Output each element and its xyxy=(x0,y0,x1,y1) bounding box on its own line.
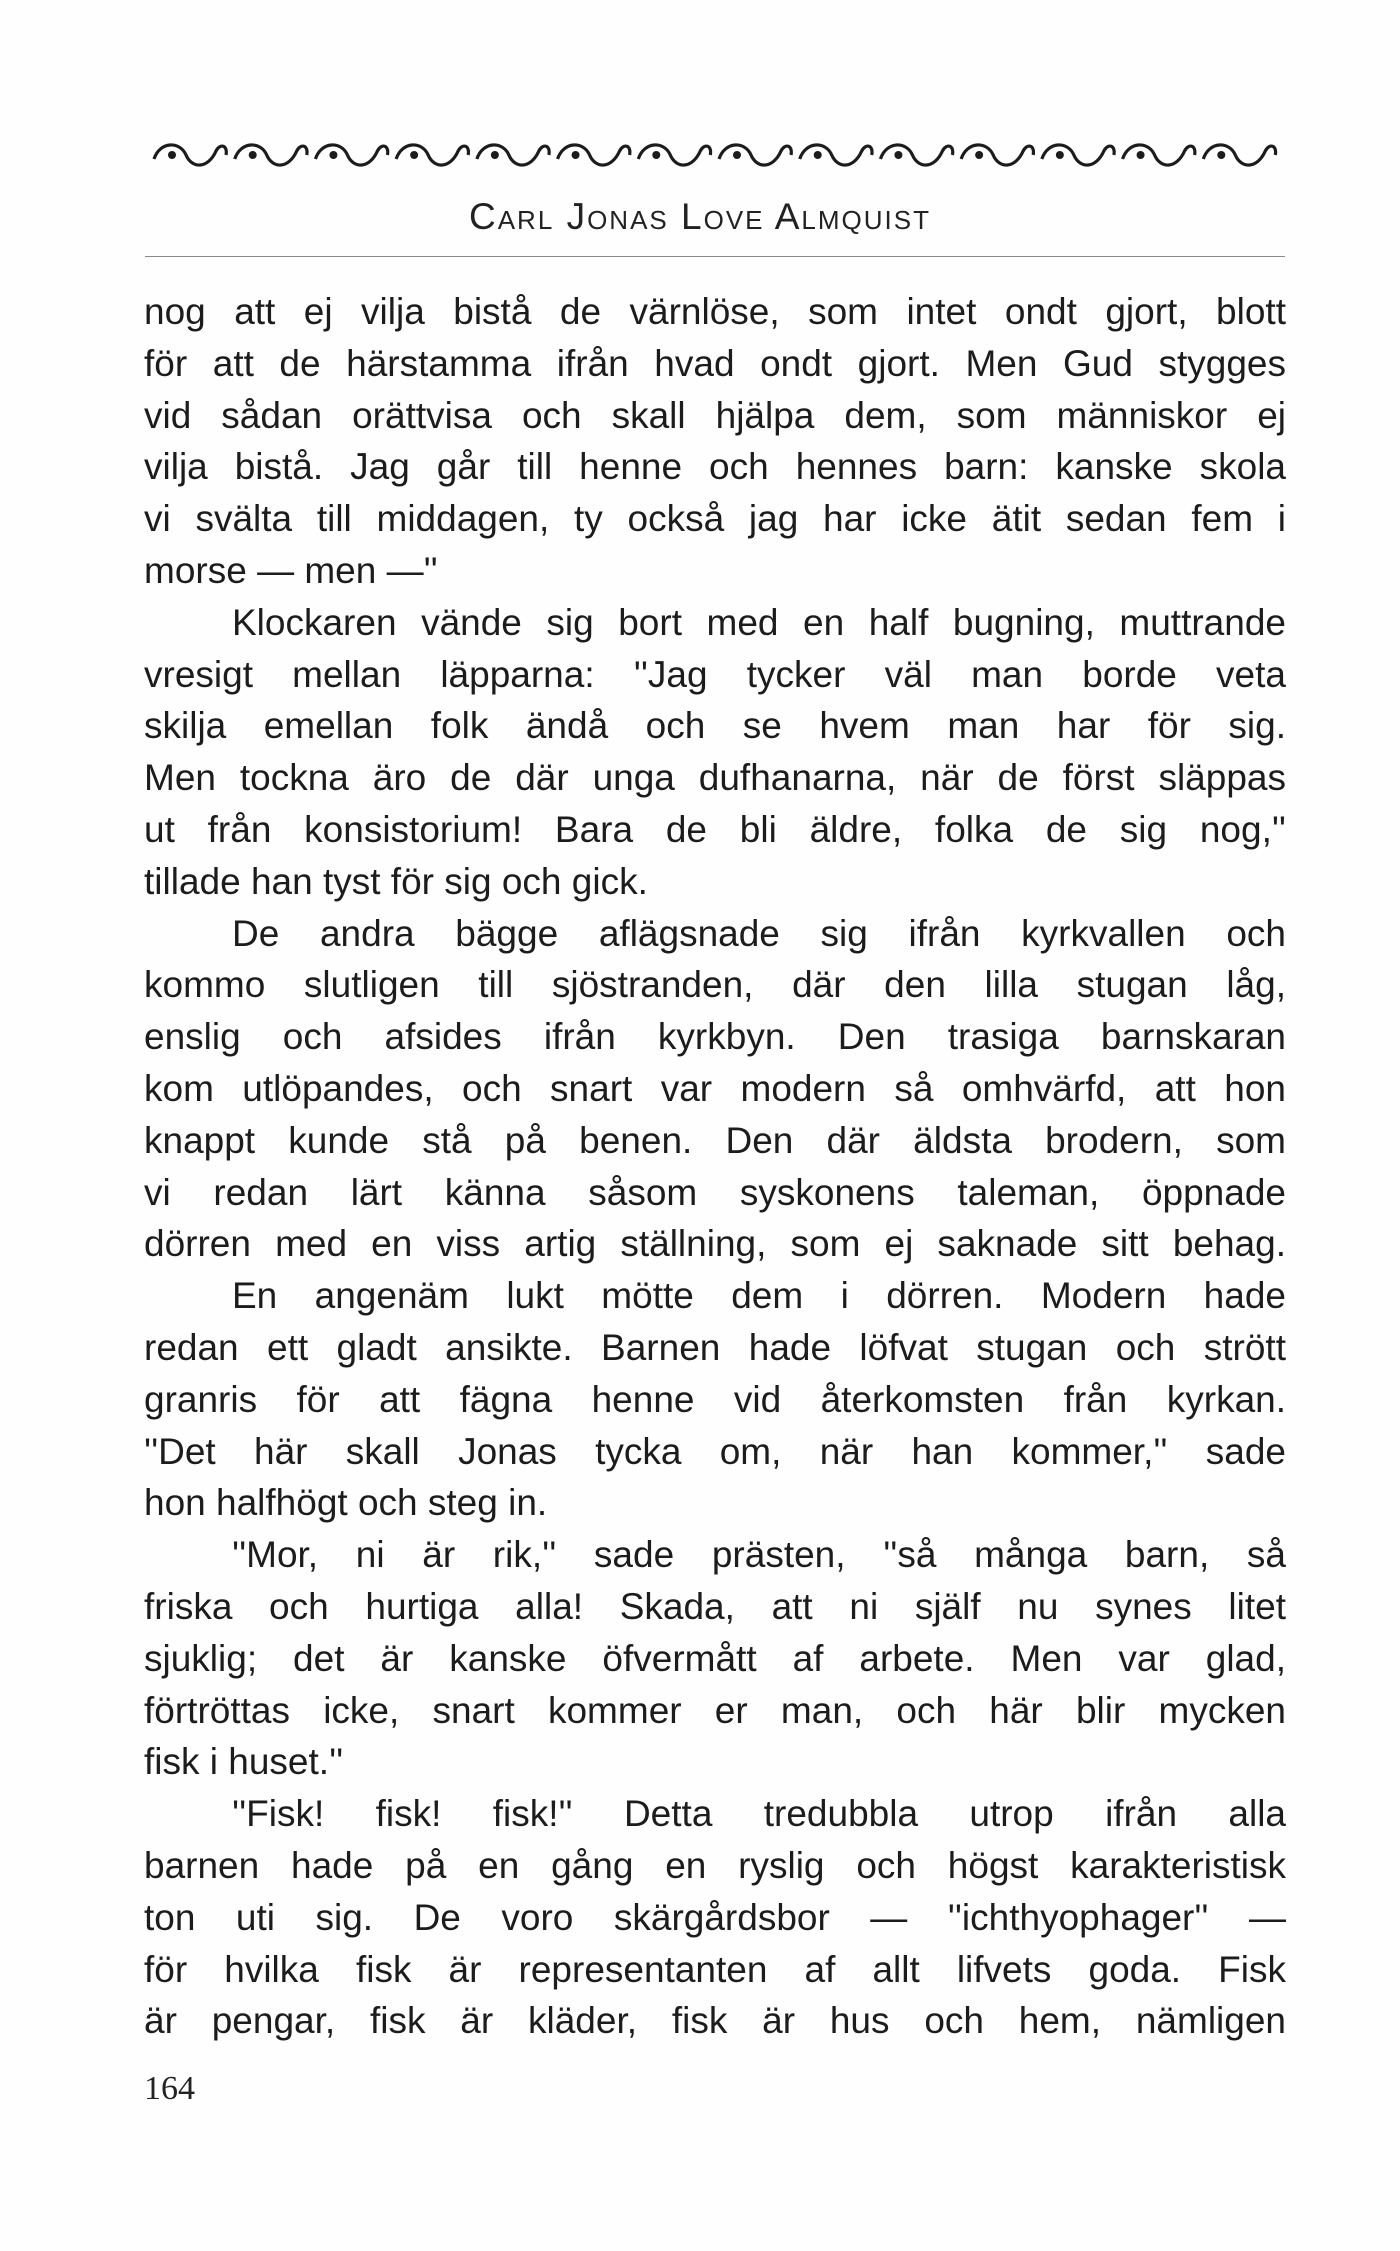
text-line: barnen hade på en gång en ryslig och högst karakteristisk xyxy=(144,1844,1286,1886)
ornament-swirl xyxy=(1123,145,1195,165)
text-line: Men tockna äro de där unga dufhanarna, när de först släppas xyxy=(144,757,1286,799)
text-line: nog att ej vilja bistå de värnlöse, som intet ondt gjort, blott xyxy=(144,291,1286,332)
text-line: är pengar, fisk är kläder, fisk är hus och hem, nämligen xyxy=(144,2000,1286,2042)
text-line: vid sådan orättvisa och skall hjälpa dem, som människor ej xyxy=(144,394,1286,436)
ornament-dot xyxy=(410,151,418,159)
text-line: tillade han tyst för sig och gick. xyxy=(144,860,648,902)
ornament-swirl xyxy=(880,145,952,165)
text-line: ''Det här skall Jonas tycka om, när han kommer,'' sade xyxy=(144,1430,1286,1472)
text-line: ut från konsistorium! Bara de bli äldre, folka de sig nog,'' xyxy=(144,808,1286,850)
ornament-swirl xyxy=(396,145,468,165)
ornament-dot xyxy=(168,151,176,159)
text-line: redan ett gladt ansikte. Barnen hade löfvat stugan och strött xyxy=(144,1326,1286,1368)
text-line: vilja bistå. Jag går till henne och hennes barn: kanske skola xyxy=(144,446,1286,488)
text-line: ''Mor, ni är rik,'' sade prästen, ''så många barn, så xyxy=(232,1534,1286,1576)
ornamental-border xyxy=(150,135,1280,175)
ornament-swirl xyxy=(800,145,872,165)
text-line: morse — men —'' xyxy=(144,549,438,591)
ornament-swirl xyxy=(558,145,630,165)
ornament-dot xyxy=(1056,151,1064,159)
ornament-swirl xyxy=(1042,145,1114,165)
text-line: skilja emellan folk ändå och se hvem man har för sig. xyxy=(144,705,1286,747)
text-line: fisk i huset.'' xyxy=(144,1741,344,1783)
text-line: Klockaren vände sig bort med en half bugning, muttrande xyxy=(232,601,1286,643)
text-line: kommo slutligen till sjöstranden, där den lilla stugan låg, xyxy=(144,964,1286,1006)
text-line: En angenäm lukt mötte dem i dörren. Modern hade xyxy=(232,1275,1286,1317)
text-line: dörren med en viss artig ställning, som ej saknade sitt behag. xyxy=(144,1223,1286,1265)
ornament-swirl xyxy=(477,145,549,165)
page-number: 164 xyxy=(144,2070,195,2107)
ornament-dot xyxy=(1217,151,1225,159)
ornament-dot xyxy=(1137,151,1145,159)
ornament-dot xyxy=(652,151,660,159)
ornament-dot xyxy=(733,151,741,159)
text-line: vresigt mellan läpparna: ''Jag tycker väl man borde veta xyxy=(144,653,1286,695)
ornament-dot xyxy=(249,151,257,159)
ornament-swirl xyxy=(719,145,791,165)
body-text xyxy=(144,286,1286,2047)
text-line: friska och hurtiga alla! Skada, att ni själf nu synes litet xyxy=(144,1585,1286,1627)
text-line: ''Fisk! fisk! fisk!'' Detta tredubbla utrop ifrån alla xyxy=(232,1793,1286,1835)
text-line: förtröttas icke, snart kommer er man, och här blir mycken xyxy=(144,1689,1286,1731)
text-line: för hvilka fisk är representanten af allt lifvets goda. Fisk xyxy=(144,1948,1286,1990)
ornament-dot xyxy=(894,151,902,159)
text-line: knappt kunde stå på benen. Den där äldsta brodern, som xyxy=(144,1119,1286,1161)
ornament-swirl xyxy=(315,145,387,165)
text-line: vi svälta till middagen, ty också jag har icke ätit sedan fem i xyxy=(144,498,1286,540)
text-line: sjuklig; det är kanske öfvermått af arbete. Men var glad, xyxy=(144,1637,1286,1679)
text-line: vi redan lärt känna såsom syskonens taleman, öppnade xyxy=(144,1171,1286,1213)
ornament-swirl xyxy=(638,145,710,165)
running-head-author: Carl Jonas Love Almquist xyxy=(468,196,931,237)
ornament-dot xyxy=(975,151,983,159)
text-line: ton uti sig. De voro skärgårdsbor — ''ichthyophager'' — xyxy=(144,1896,1286,1938)
ornament-swirl xyxy=(154,145,226,165)
text-line: enslig och afsides ifrån kyrkbyn. Den trasiga barnskaran xyxy=(144,1016,1286,1058)
text-line: granris för att fägna henne vid återkomsten från kyrkan. xyxy=(144,1378,1286,1420)
text-line: för att de härstamma ifrån hvad ondt gjort. Men Gud stygges xyxy=(144,342,1286,384)
ornament-swirl xyxy=(961,145,1033,165)
ornament-dot xyxy=(491,151,499,159)
text-line: kom utlöpandes, och snart var modern så omhvärfd, att hon xyxy=(144,1067,1286,1109)
ornament-dot xyxy=(329,151,337,159)
ornament-dot xyxy=(572,151,580,159)
ornament-dot xyxy=(814,151,822,159)
header-rule xyxy=(145,256,1285,257)
text-line: De andra bägge aflägsnade sig ifrån kyrkvallen och xyxy=(232,912,1286,954)
text-line: hon halfhögt och steg in. xyxy=(144,1482,548,1524)
ornament-swirl xyxy=(1203,145,1275,165)
ornament-swirl xyxy=(235,145,307,165)
